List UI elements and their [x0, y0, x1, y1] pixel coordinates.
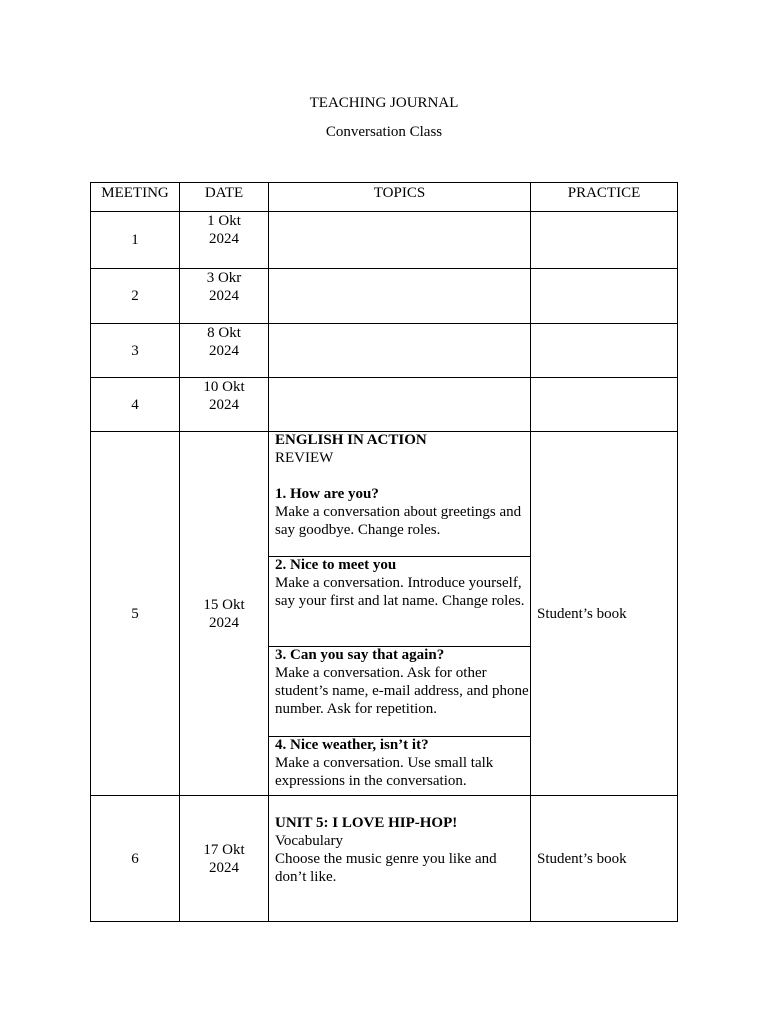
topic-text: Make a conversation. Ask for other student’s name, e-mail address, and phone number. Ask for repetition. [275, 665, 529, 717]
topic-block [275, 814, 531, 886]
date-line: 8 Okt [207, 325, 241, 341]
meeting-number: 5 [131, 605, 139, 622]
meeting-date [180, 324, 268, 377]
topic-title: 2. Nice to meet you [275, 557, 397, 573]
meeting-date [180, 796, 268, 921]
topic-block [275, 646, 531, 718]
meeting-number: 4 [131, 396, 139, 413]
meeting-number: 3 [131, 342, 139, 359]
date-line: 1 Okt [207, 213, 241, 229]
topic-subheading: REVIEW [275, 450, 334, 466]
topic-text: Make a conversation. Use small talk expressions in the conversation. [275, 755, 494, 789]
date-line: 10 Okt [203, 379, 245, 395]
meeting-date [180, 269, 268, 323]
topic-text: Choose the music genre you like and don’t like. [275, 851, 497, 885]
topic-block [275, 556, 531, 610]
date-year: 2024 [209, 231, 239, 247]
practice-cell: Student’s book [537, 605, 627, 622]
date-year: 2024 [209, 288, 239, 304]
header-date: DATE [204, 185, 244, 201]
date-year: 2024 [209, 859, 239, 876]
topic-subheading: Vocabulary [275, 833, 344, 849]
topic-title: UNIT 5: I LOVE HIP-HOP! [275, 815, 458, 831]
meeting-number: 6 [131, 850, 139, 867]
header-meeting: MEETING [101, 185, 169, 201]
document-title: TEACHING JOURNAL [309, 95, 459, 111]
date-year: 2024 [209, 614, 239, 631]
meeting-date [180, 432, 268, 795]
journal-table [90, 182, 678, 922]
topic-block [275, 431, 531, 539]
header-topics: TOPICS [373, 185, 426, 201]
topic-heading: ENGLISH IN ACTION [275, 432, 427, 448]
document-subtitle: Conversation Class [325, 124, 443, 140]
topic-text: Make a conversation. Introduce yourself, say your first and lat name. Change roles. [275, 575, 525, 609]
practice-cell: Student’s book [537, 850, 627, 867]
date-line: 17 Okt [203, 841, 245, 858]
topic-text: Make a conversation about greetings and say goodbye. Change roles. [275, 504, 522, 538]
topic-block [275, 736, 531, 790]
meeting-date [180, 212, 268, 268]
meeting-number: 2 [131, 288, 139, 304]
topic-title: 3. Can you say that again? [275, 647, 445, 663]
date-line: 3 Okr [206, 270, 242, 286]
header-practice: PRACTICE [567, 185, 641, 201]
date-year: 2024 [209, 397, 239, 413]
date-line: 15 Okt [203, 596, 245, 613]
topic-title: 4. Nice weather, isn’t it? [275, 737, 429, 753]
meeting-date [180, 378, 268, 431]
meeting-number: 1 [131, 232, 139, 248]
topic-title: 1. How are you? [275, 486, 379, 502]
date-year: 2024 [209, 343, 239, 359]
